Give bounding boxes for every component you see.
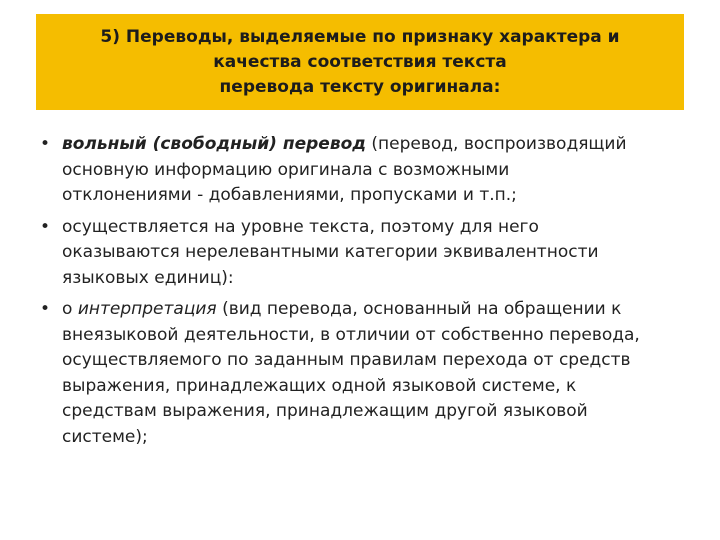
bullet-line: отклонениями - добавлениями, пропусками и т.п.; [62,185,517,205]
title-line: перевода тексту оригинала: [219,76,501,97]
term-free-translation: вольный (свободный) перевод [62,134,367,154]
bullet-prefix: о [62,299,78,319]
bullet-line: оказываются нерелевантными категории эквивалентности [62,242,599,262]
bullet-marker: • [40,299,51,319]
title-line: 5) Переводы, выделяемые по признаку характера и [100,26,620,47]
bullet-text: (перевод, воспроизводящий [366,134,627,154]
bullet-line: системе); [62,426,148,447]
bullet-item-interpretation [36,297,684,450]
bullet-line: выражения, принадлежащих одной языковой системе, к [62,375,577,396]
bullet-item-free-translation [36,132,684,209]
bullet-line: внеязыковой деятельности, в отличии от собственно перевода, [62,324,640,345]
bullet-line: осуществляется на уровне текста, поэтому для него [62,216,539,237]
bullet-list [36,132,684,456]
title-banner [36,14,684,110]
bullet-marker: • [40,216,51,237]
bullet-line: языковых единиц): [62,267,234,288]
bullet-marker: • [40,134,51,154]
bullet-line: основную информацию оригинала с возможными [62,159,510,180]
slide-title [100,25,619,100]
bullet-line: средствам выражения, принадлежащим другой языковой [62,401,588,421]
bullet-line [62,132,684,158]
term-interpretation: интерпретация [77,299,217,319]
title-line: качества соответствия текста [213,51,507,72]
bullet-line: осуществляемого по заданным правилам перехода от средств [62,350,631,370]
bullet-line [62,297,684,323]
bullet-item-text-level [36,215,684,292]
bullet-text: (вид перевода, основанный на обращении к [216,299,622,319]
